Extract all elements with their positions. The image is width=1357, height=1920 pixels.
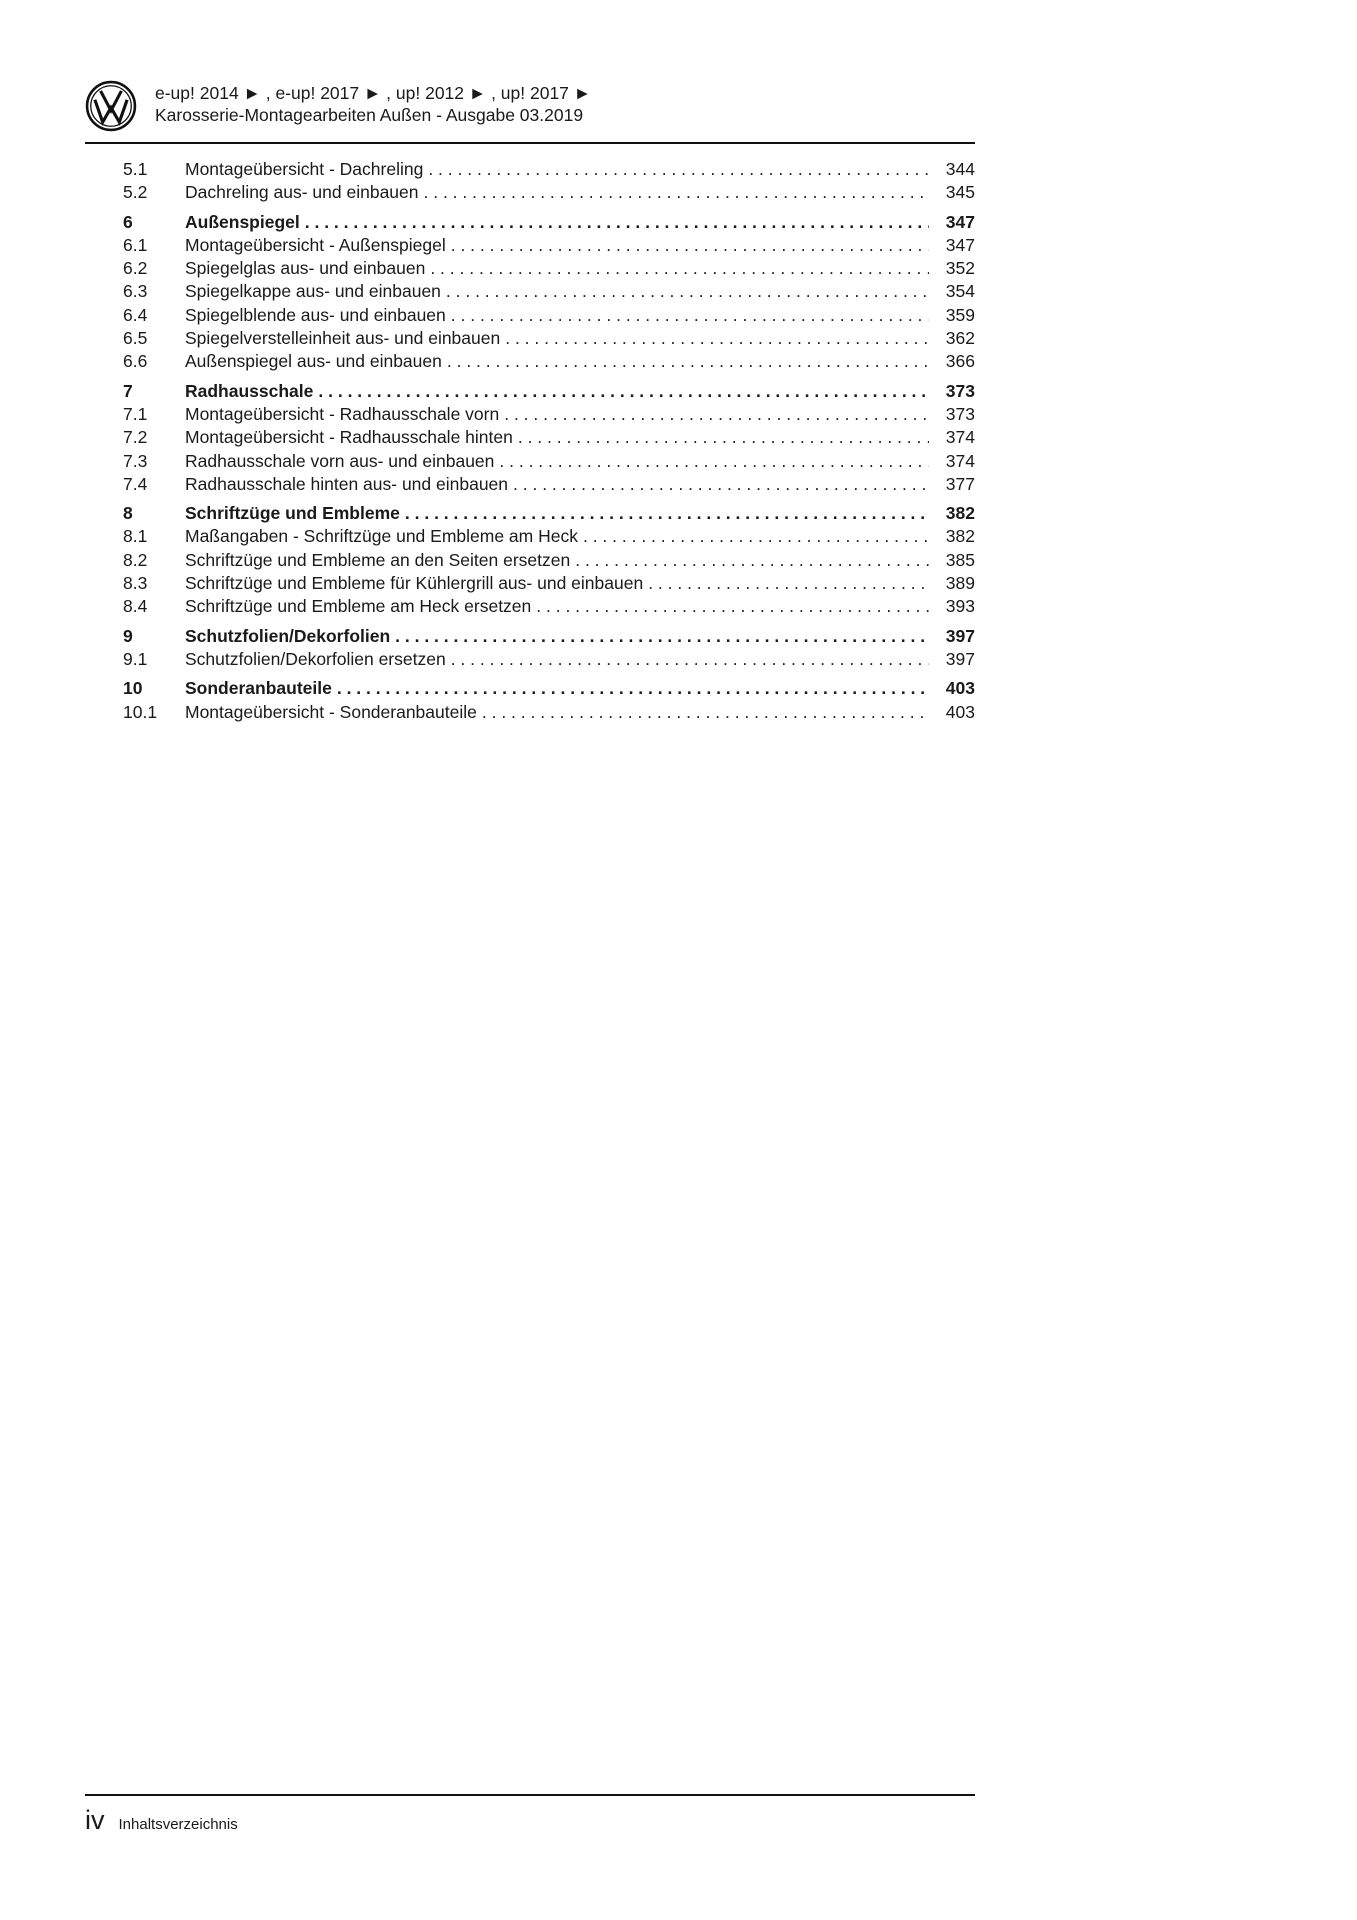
header-model-line: e-up! 2014 ► , e-up! 2017 ► , up! 2012 ► , up! 2017 ► — [155, 83, 592, 103]
toc-entry-number: 8.3 — [123, 573, 148, 594]
toc-dot-leader — [390, 625, 929, 648]
toc-entry-title: Montageübersicht - Sonderanbauteile — [185, 701, 477, 722]
toc-dot-leader — [400, 502, 929, 525]
toc-entry-number: 8.1 — [123, 526, 148, 547]
toc-entry-title: Spiegelglas aus- und einbauen — [185, 258, 426, 279]
toc-entry-page: 344 — [945, 159, 975, 179]
toc-entry-title: Sonderanbauteile — [185, 678, 332, 699]
toc-entry-number: 6.5 — [123, 328, 148, 349]
toc-entry-page: 382 — [945, 526, 975, 547]
toc-entry-number: 10 — [123, 678, 143, 699]
toc-entry-title: Schutzfolien/Dekorfolien — [185, 625, 391, 646]
toc-entry-page: 377 — [945, 473, 975, 494]
toc-entry-number: 9.1 — [123, 648, 148, 669]
toc-dot-leader — [425, 257, 929, 280]
toc-dot-leader — [446, 648, 929, 671]
toc-dot-leader — [441, 280, 929, 303]
toc-dot-leader — [499, 403, 929, 426]
toc-entry-number: 6 — [123, 211, 133, 232]
toc-entry-title: Schriftzüge und Embleme an den Seiten ersetzen — [185, 549, 571, 570]
toc-entry-page: 403 — [945, 678, 975, 699]
toc-dot-leader — [313, 380, 929, 403]
toc-dot-leader — [442, 350, 929, 373]
toc-entry-number: 6.3 — [123, 281, 148, 302]
header-subtitle: Karosserie-Montagearbeiten Außen - Ausgabe 03.2019 — [155, 105, 584, 125]
toc-entry-title: Schriftzüge und Embleme — [185, 503, 400, 524]
toc-entry-page: 403 — [945, 701, 975, 722]
toc-entry — [123, 549, 975, 572]
toc-entry — [123, 350, 975, 373]
toc-dot-leader — [423, 158, 929, 181]
toc-entry-number: 5.2 — [123, 182, 148, 203]
vw-logo-icon — [85, 80, 137, 132]
toc-dot-leader — [332, 677, 929, 700]
toc-dot-leader — [513, 426, 929, 449]
toc-entry — [123, 426, 975, 449]
page-header — [85, 80, 975, 144]
toc-entry-page: 385 — [945, 549, 975, 570]
toc-entry — [123, 572, 975, 595]
toc-entry-title: Schriftzüge und Embleme am Heck ersetzen — [185, 596, 532, 617]
toc-dot-leader — [500, 327, 929, 350]
toc-entry-number: 7.2 — [123, 427, 148, 448]
toc-entry — [123, 158, 975, 181]
toc-entry-title: Montageübersicht - Radhausschale vorn — [185, 403, 500, 424]
toc-dot-leader — [446, 304, 929, 327]
toc-entry-title: Außenspiegel — [185, 211, 300, 232]
header-text — [155, 80, 591, 126]
toc-dot-leader — [477, 701, 929, 724]
toc-entry-page: 354 — [945, 281, 975, 302]
toc-entry-number: 6.4 — [123, 304, 148, 325]
toc-entry-page: 373 — [945, 403, 975, 424]
toc-entry-page: 374 — [945, 450, 975, 471]
toc-entry-number: 5.1 — [123, 159, 148, 179]
toc-entry-number: 8.2 — [123, 549, 148, 570]
toc-entry-page: 362 — [945, 328, 975, 349]
toc-entry-title: Radhausschale vorn aus- und einbauen — [185, 450, 495, 471]
toc-entry-title: Außenspiegel aus- und einbauen — [185, 351, 442, 372]
toc-entry — [123, 648, 975, 671]
toc-entry-title: Maßangaben - Schriftzüge und Embleme am Heck — [185, 526, 578, 547]
toc-entry — [123, 450, 975, 473]
toc-entry-title: Radhausschale — [185, 380, 314, 401]
toc-entry — [123, 701, 975, 724]
toc-dot-leader — [419, 181, 930, 204]
toc-entry — [123, 234, 975, 257]
toc-dot-leader — [508, 473, 929, 496]
toc-entry — [123, 327, 975, 350]
toc-entry — [123, 525, 975, 548]
toc-entry-page: 359 — [945, 304, 975, 325]
toc-entry-number: 8 — [123, 503, 133, 524]
toc-entry-number: 6.6 — [123, 351, 148, 372]
footer-page-number: iv — [85, 1805, 105, 1835]
toc-entry — [123, 677, 975, 700]
toc-entry-number: 6.1 — [123, 234, 148, 255]
toc-dot-leader — [578, 525, 929, 548]
toc-entry — [123, 473, 975, 496]
toc-entry-page: 345 — [945, 182, 975, 203]
toc-entry-page: 373 — [945, 380, 975, 401]
toc-dot-leader — [494, 450, 929, 473]
toc-list — [123, 158, 975, 724]
toc-dot-leader — [300, 211, 929, 234]
toc-entry-title: Montageübersicht - Radhausschale hinten — [185, 427, 513, 448]
toc-dot-leader — [531, 595, 929, 618]
toc-entry-number: 7.3 — [123, 450, 148, 471]
toc-entry — [123, 502, 975, 525]
toc-entry — [123, 625, 975, 648]
toc-entry-title: Spiegelkappe aus- und einbauen — [185, 281, 441, 302]
toc-entry-page: 397 — [945, 625, 975, 646]
toc-entry-title: Radhausschale hinten aus- und einbauen — [185, 473, 509, 494]
toc-entry-title: Schriftzüge und Embleme für Kühlergrill aus- und einbauen — [185, 573, 644, 594]
toc-entry-title: Spiegelverstelleinheit aus- und einbauen — [185, 328, 501, 349]
toc-entry — [123, 280, 975, 303]
toc-entry-page: 366 — [945, 351, 975, 372]
toc-entry — [123, 403, 975, 426]
toc-entry — [123, 595, 975, 618]
toc-entry-number: 6.2 — [123, 258, 148, 279]
toc-entry-page: 347 — [945, 234, 975, 255]
toc-entry — [123, 380, 975, 403]
toc-entry-page: 347 — [945, 211, 975, 232]
toc-entry — [123, 211, 975, 234]
toc-entry-number: 7 — [123, 380, 133, 401]
toc-entry-number: 10.1 — [123, 701, 158, 722]
toc-dot-leader — [446, 234, 929, 257]
toc-entry-page: 389 — [945, 573, 975, 594]
toc-entry-title: Montageübersicht - Dachreling — [185, 159, 424, 179]
toc-entry-page: 374 — [945, 427, 975, 448]
toc-dot-leader — [570, 549, 929, 572]
toc-entry-title: Spiegelblende aus- und einbauen — [185, 304, 446, 325]
page-footer — [85, 1794, 975, 1834]
toc-entry-title: Montageübersicht - Außenspiegel — [185, 234, 446, 255]
toc-entry-number: 8.4 — [123, 596, 148, 617]
toc-entry — [123, 304, 975, 327]
toc-entry-number: 9 — [123, 625, 133, 646]
toc-entry-page: 397 — [945, 648, 975, 669]
header-divider — [85, 142, 975, 144]
toc-entry — [123, 257, 975, 280]
toc-entry — [123, 181, 975, 204]
toc-entry-number: 7.1 — [123, 403, 148, 424]
toc-entry-page: 352 — [945, 258, 975, 279]
toc-entry-title: Dachreling aus- und einbauen — [185, 182, 419, 203]
toc-dot-leader — [643, 572, 929, 595]
toc-entry-number: 7.4 — [123, 473, 148, 494]
toc-entry-title: Schutzfolien/Dekorfolien ersetzen — [185, 648, 446, 669]
toc-entry-page: 382 — [945, 503, 975, 524]
footer-section-label: Inhaltsverzeichnis — [118, 1816, 238, 1833]
toc-entry-page: 393 — [945, 596, 975, 617]
